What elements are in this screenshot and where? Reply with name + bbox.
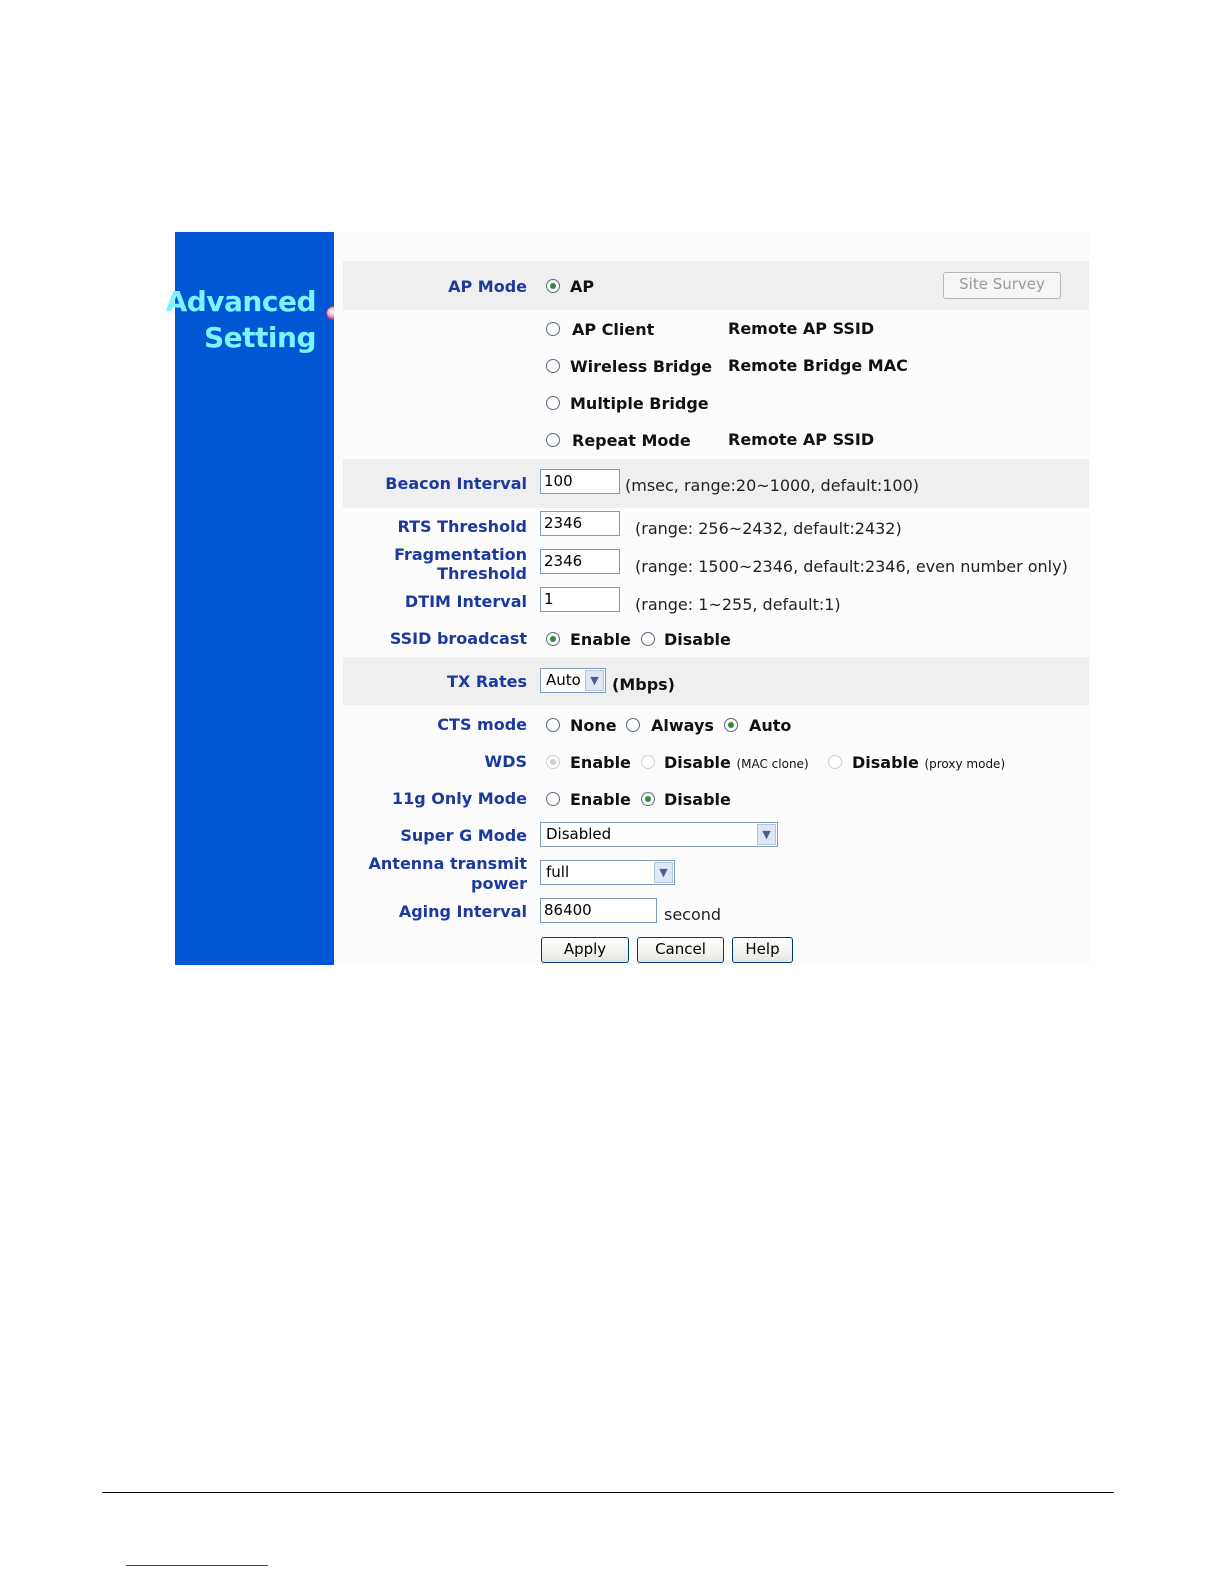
- ap-mode-ap-radio[interactable]: [546, 279, 560, 293]
- tx-rates-unit: (Mbps): [612, 675, 675, 694]
- remote-ap-ssid-repeat-label: Remote AP SSID: [728, 430, 875, 449]
- cts-always-label: Always: [651, 716, 714, 735]
- ssid-broadcast-enable-radio[interactable]: [546, 632, 560, 646]
- antenna-power-select[interactable]: [540, 860, 675, 885]
- help-button[interactable]: Help: [732, 937, 793, 963]
- cts-always-radio[interactable]: [626, 718, 640, 732]
- ssid-broadcast-disable-label: Disable: [664, 630, 731, 649]
- fragmentation-label-line2: Threshold: [437, 564, 527, 583]
- sidebar-title-line1: Advanced: [165, 285, 316, 318]
- ap-mode-client-label: AP Client: [572, 320, 655, 339]
- chevron-down-icon[interactable]: ▼: [654, 862, 673, 883]
- ap-mode-multiple-bridge-label: Multiple Bridge: [570, 394, 709, 413]
- wds-disable-proxy-note: (proxy mode): [924, 757, 1006, 771]
- cts-none-label: None: [570, 716, 617, 735]
- wds-disable-mac-text: Disable: [664, 753, 731, 772]
- sidebar-title: [166, 284, 316, 356]
- wds-disable-mac-radio[interactable]: [641, 755, 655, 769]
- tx-rates-value: Auto: [546, 671, 581, 689]
- cancel-button[interactable]: Cancel: [637, 937, 724, 963]
- wds-enable-label: Enable: [570, 753, 631, 772]
- wds-label: WDS: [484, 752, 527, 771]
- ap-mode-repeat-radio[interactable]: [546, 433, 560, 447]
- rts-threshold-label: RTS Threshold: [397, 517, 527, 536]
- footer-link-underline: [126, 1565, 268, 1566]
- tx-rates-select[interactable]: [540, 668, 606, 693]
- ap-mode-wireless-bridge-label: Wireless Bridge: [570, 357, 713, 376]
- remote-bridge-mac-label: Remote Bridge MAC: [728, 356, 908, 375]
- fragmentation-label-line1: Fragmentation: [394, 545, 527, 564]
- beacon-interval-note: (msec, range:20~1000, default:100): [625, 476, 920, 495]
- ssid-broadcast-label: SSID broadcast: [389, 629, 527, 648]
- cts-none-radio[interactable]: [546, 718, 560, 732]
- beacon-interval-label: Beacon Interval: [385, 474, 527, 493]
- aging-interval-unit: second: [664, 905, 722, 924]
- 11g-only-disable-label: Disable: [664, 790, 731, 809]
- fragmentation-note: (range: 1500~2346, default:2346, even number only): [635, 557, 1068, 576]
- wds-disable-proxy-label: [852, 753, 1005, 774]
- ap-mode-label: AP Mode: [448, 277, 527, 296]
- dtim-interval-input[interactable]: 1: [540, 587, 620, 612]
- rts-threshold-input[interactable]: 2346: [540, 511, 620, 536]
- aging-interval-input[interactable]: 86400: [540, 898, 657, 923]
- wds-enable-radio[interactable]: [546, 755, 560, 769]
- apply-button[interactable]: Apply: [541, 937, 629, 963]
- footer-divider: [102, 1492, 1114, 1493]
- cts-mode-label: CTS mode: [437, 715, 527, 734]
- chevron-down-icon[interactable]: ▼: [585, 670, 604, 691]
- super-g-mode-label: Super G Mode: [400, 826, 527, 845]
- ap-mode-client-radio[interactable]: [546, 322, 560, 336]
- super-g-mode-value: Disabled: [546, 825, 612, 843]
- antenna-power-label-line2: power: [471, 874, 527, 893]
- wds-disable-mac-note: (MAC clone): [736, 757, 809, 771]
- sidebar-title-line2: Setting: [204, 321, 316, 354]
- ap-mode-ap-label: AP: [570, 277, 595, 296]
- dtim-interval-label: DTIM Interval: [404, 592, 527, 611]
- 11g-only-enable-label: Enable: [570, 790, 631, 809]
- tx-rates-label: TX Rates: [447, 672, 527, 691]
- remote-ap-ssid-label: Remote AP SSID: [728, 319, 875, 338]
- wds-disable-proxy-text: Disable: [852, 753, 919, 772]
- ap-mode-wireless-bridge-radio[interactable]: [546, 359, 560, 373]
- 11g-only-enable-radio[interactable]: [546, 792, 560, 806]
- 11g-only-mode-label: 11g Only Mode: [392, 789, 527, 808]
- ssid-broadcast-enable-label: Enable: [570, 630, 631, 649]
- dtim-interval-note: (range: 1~255, default:1): [635, 595, 841, 614]
- beacon-interval-input[interactable]: 100: [540, 469, 620, 494]
- cts-auto-label: Auto: [749, 716, 792, 735]
- site-survey-button[interactable]: Site Survey: [943, 272, 1061, 299]
- fragmentation-input[interactable]: 2346: [540, 549, 620, 574]
- aging-interval-label: Aging Interval: [398, 902, 527, 921]
- sidebar: [165, 232, 334, 965]
- rts-threshold-note: (range: 256~2432, default:2432): [635, 519, 902, 538]
- ap-mode-multiple-bridge-radio[interactable]: [546, 396, 560, 410]
- cts-auto-radio[interactable]: [724, 718, 738, 732]
- ssid-broadcast-disable-radio[interactable]: [641, 632, 655, 646]
- 11g-only-disable-radio[interactable]: [641, 792, 655, 806]
- ap-mode-repeat-label: Repeat Mode: [572, 431, 691, 450]
- super-g-mode-select[interactable]: [540, 822, 778, 847]
- chevron-down-icon[interactable]: ▼: [757, 824, 776, 845]
- antenna-power-value: full: [546, 863, 570, 881]
- antenna-power-label-line1: Antenna transmit: [368, 854, 527, 873]
- wds-disable-mac-label: [664, 753, 809, 774]
- wds-disable-proxy-radio[interactable]: [828, 755, 842, 769]
